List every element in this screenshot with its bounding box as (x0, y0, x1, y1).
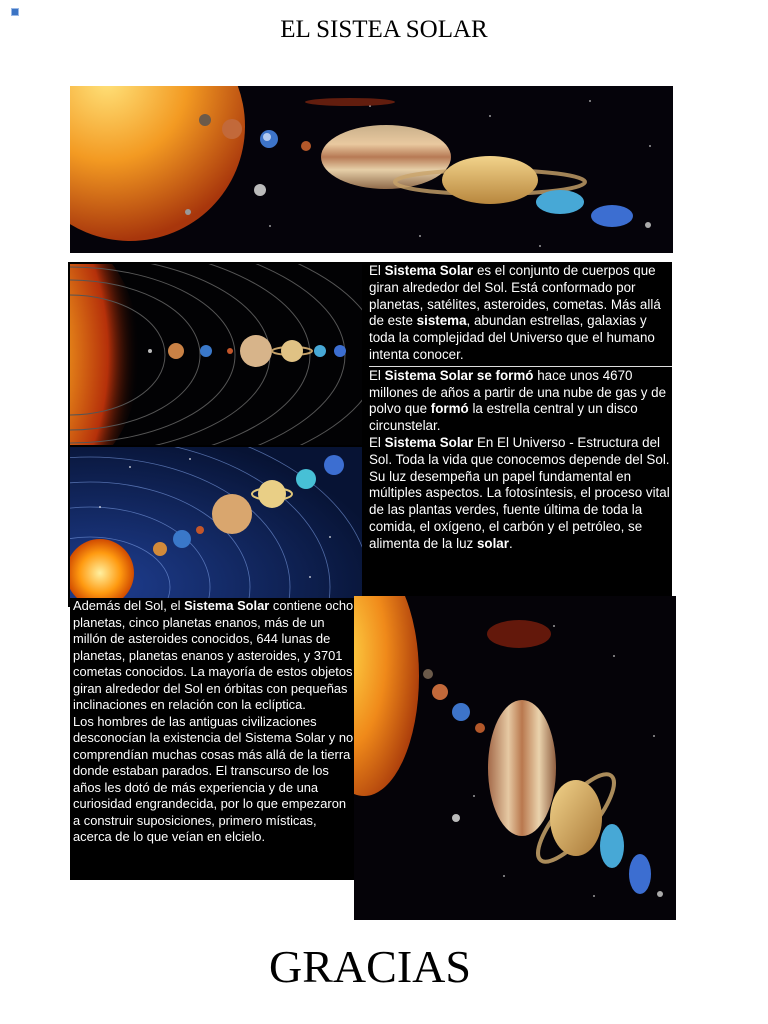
planet-orbits-image (68, 262, 368, 452)
text-run: es el conjunto de cuerpos que giran alrededor del Sol. Está conformado por planetas, satélites, asteroides, cometas. Más allá de este (369, 263, 661, 329)
text-run: El (369, 263, 385, 278)
page-title: EL SISTEA SOLAR (280, 16, 488, 43)
paragraph-sun (369, 435, 672, 553)
bold-term: Sistema Solar (384, 263, 474, 278)
bold-term: formó (430, 401, 469, 417)
text-run: Además del Sol, el (73, 598, 185, 613)
bold-term: sistema (416, 313, 467, 329)
document-anchor-marker (11, 8, 19, 16)
paragraph-definition (369, 263, 672, 364)
bold-term: Sistema Solar (184, 598, 270, 613)
text-run: El (369, 367, 385, 383)
divider (369, 366, 672, 367)
bold-term: Sistema Solar se formó (384, 367, 534, 383)
text-run: . (508, 535, 513, 551)
solar-system-diagonal-image (354, 596, 676, 920)
bold-term: Sistema Solar (384, 434, 474, 450)
blue-orbits-image (68, 445, 368, 607)
intro-text-block (366, 262, 672, 598)
text-run: la estrella central y un disco circunstelar. (369, 401, 638, 434)
text-run: En El Universo - Estructura del Sol. Toda la vida que conocemos depende del Sol. Su luz desempeña un papel fundamental en múltiples aspectos. La fotosíntesis, el proceso vital de las plantas verdes, fuente última de toda la comida, el oxígeno, el carbón y el petróleo, se alimenta de la luz (369, 434, 670, 551)
paragraph-formation (369, 368, 672, 435)
text-run: hace unos 4670 millones de años a partir de una nube de gas y de polvo que (369, 367, 667, 417)
text-run: , abundan estrellas, galaxias y toda la complejidad del Universo que el humano intenta conocer. (369, 313, 655, 362)
text-run: contiene ocho planetas, cinco planetas enanos, más de un millón de asteroides conocidos, 644 lunas de planetas, planetas enanos y asteroides, y 3701 cometas conocidos. La mayoría de estos objetos giran alrededor del Sol en órbitas con pequeñas inclinaciones en relación con la eclíptica. (73, 598, 354, 712)
history-text-block (70, 598, 356, 880)
paragraph-ancient-civilizations: Los hombres de las antiguas civilizaciones desconocían la existencia del Sistema Solar y no comprendían muchas cosas más allá de la tierra donde estaban parados. El transcurso de los años les dotó de más experiencia y de una curiosidad engrandecida, por lo que empezaron a construir suposiciones, primero místicas, acerca de lo que veían en elcielo. (73, 713, 354, 844)
paragraph-contents (73, 598, 356, 714)
solar-system-banner-image (70, 86, 673, 253)
closing-text: GRACIAS (269, 941, 471, 992)
text-run: El (369, 434, 385, 450)
bold-term: solar (476, 535, 509, 551)
